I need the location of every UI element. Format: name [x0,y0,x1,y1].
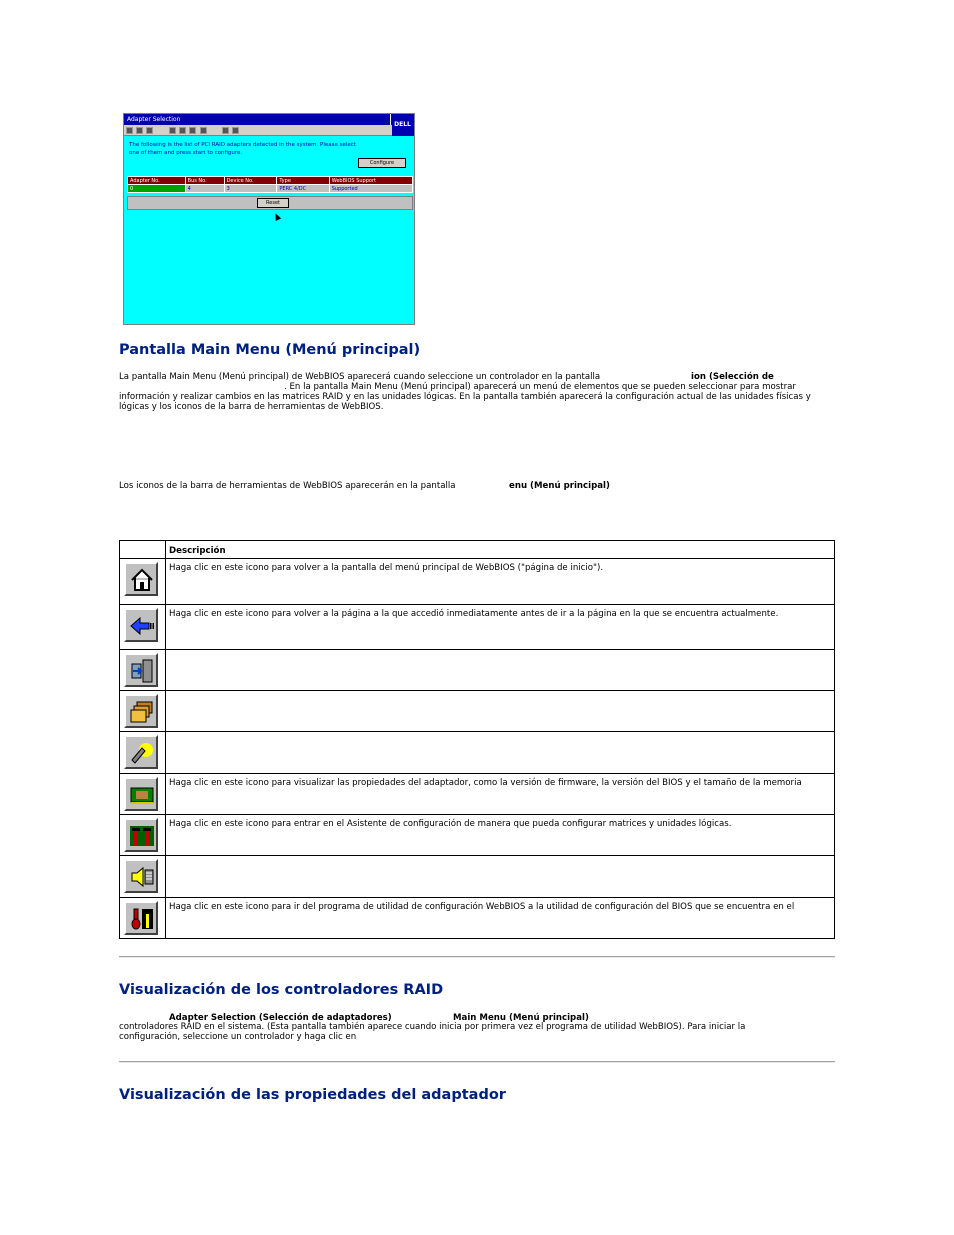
table-row [120,856,835,898]
main-menu-paragraph-line3: información y realizar cambios en las matrices RAID y en las unidades lógicas. En la pantalla también aparecerá la configuración actual de las unidades físicas y [119,392,811,402]
para2-bold: enu (Menú principal) [509,481,610,491]
section-divider [119,956,835,958]
adapter-icon-description: Haga clic en este icono para visualizar las propiedades del adaptador, como la versión de firmware, la versión del BIOS y el tamaño de la memoria [166,774,835,815]
back-icon-description: Haga clic en este icono para volver a la página a la que accedió inmediatamente antes de ir a la página en la que se encuentra actualmente. [166,605,835,650]
table-row [120,605,835,650]
toolbar-folders-icon [169,127,176,134]
table-row [120,650,835,691]
home-icon [124,562,158,596]
cell-device-no: 3 [224,185,277,193]
adapter-grid [127,176,413,193]
bios-utility-icon [124,901,158,935]
folders-icon-description [166,691,835,732]
description-column-header: Descripción [166,541,835,559]
cell-type: PERC 4/DC [277,185,329,193]
reset-button: Reset [257,198,289,208]
adapter-properties-heading: Visualización de las propiedades del adaptador [119,1087,506,1103]
mouse-cursor-icon [273,212,281,221]
bios-icon-description: Haga clic en este icono para ir del programa de utilidad de configuración WebBIOS a la utilidad de configuración del BIOS que se encuentra en el [166,898,835,939]
toolbar-bios-icon [232,127,239,134]
wizard-tools-icon [124,818,158,852]
scan-icon-description [166,732,835,774]
webbios-toolbar [124,125,392,136]
table-row [120,691,835,732]
col-bus-no: Bus No. [185,177,224,185]
folders-icon [124,694,158,728]
toolbar-back-icon [136,127,143,134]
configure-button: Configure [358,158,406,168]
table-row [120,774,835,815]
table-row [120,898,835,939]
table-row [120,732,835,774]
col-type: Type [277,177,329,185]
events-icon-description [166,856,835,898]
main-menu-heading: Pantalla Main Menu (Menú principal) [119,342,421,358]
toolbar-home-icon [126,127,133,134]
controllers-line3: configuración, seleccione un controlador y haga clic en [119,1032,357,1042]
toolbar-icons-paragraph [119,481,610,491]
table-row [128,185,413,193]
events-speaker-icon [124,859,158,893]
toolbar-exit-icon [146,127,153,134]
scan-icon [124,735,158,769]
col-adapter-no: Adapter No. [128,177,186,185]
wizard-icon-description: Haga clic en este icono para entrar en el Asistente de configuración de manera que pueda configurar matrices y unidades lógicas. [166,815,835,856]
col-device-no: Device No. [224,177,277,185]
controllers-bold-a: Adapter Selection (Selección de adaptadores) [169,1013,392,1023]
section-divider [119,1061,835,1063]
col-webbios-support: WebBIOS Support [329,177,412,185]
toolbar-icons-table [119,540,835,939]
back-arrow-icon [124,608,158,642]
cell-support: Supported [329,185,412,193]
exit-icon [124,653,158,687]
para1-line1-text: La pantalla Main Menu (Menú principal) de WebBIOS aparecerá cuando seleccione un controlador en la pantalla [119,372,601,382]
window-title: Adapter Selection [124,114,392,125]
para1-line1-bold: ion (Selección de [691,372,774,382]
adapter-selection-screenshot [123,113,415,325]
main-menu-paragraph-line1 [119,372,774,382]
adapter-card-icon [124,777,158,811]
dell-logo: DELL [390,114,414,136]
toolbar-events-icon [222,127,229,134]
toolbar-wizard-icon [200,127,207,134]
cell-adapter-no: 0 [128,185,186,193]
table-row [120,815,835,856]
exit-icon-description [166,650,835,691]
toolbar-adapter-icon [189,127,196,134]
main-menu-paragraph-line2: . En la pantalla Main Menu (Menú principal) aparecerá un menú de elementos que se pueden seleccionar para mostrar [284,382,796,392]
toolbar-scan-icon [179,127,186,134]
cell-bus-no: 4 [185,185,224,193]
controllers-line2: controladores RAID en el sistema. (Esta pantalla también aparece cuando inicia por primera vez el programa de utilidad WebBIOS). Para iniciar la [119,1022,746,1032]
icon-column-header [120,541,166,559]
adapter-list-message: The following is the list of PCI RAID adapters detected in the system. Please select one of them and press start to configure. [129,142,356,156]
main-menu-paragraph-line4: lógicas y los iconos de la barra de herramientas de WebBIOS. [119,402,384,412]
table-row [120,559,835,605]
home-icon-description: Haga clic en este icono para volver a la pantalla del menú principal de WebBIOS ("página de inicio"). [166,559,835,605]
para2-text: Los iconos de la barra de herramientas de WebBIOS aparecerán en la pantalla [119,481,456,491]
controllers-bold-b: Main Menu (Menú principal) [453,1013,589,1023]
controllers-heading: Visualización de los controladores RAID [119,982,444,998]
